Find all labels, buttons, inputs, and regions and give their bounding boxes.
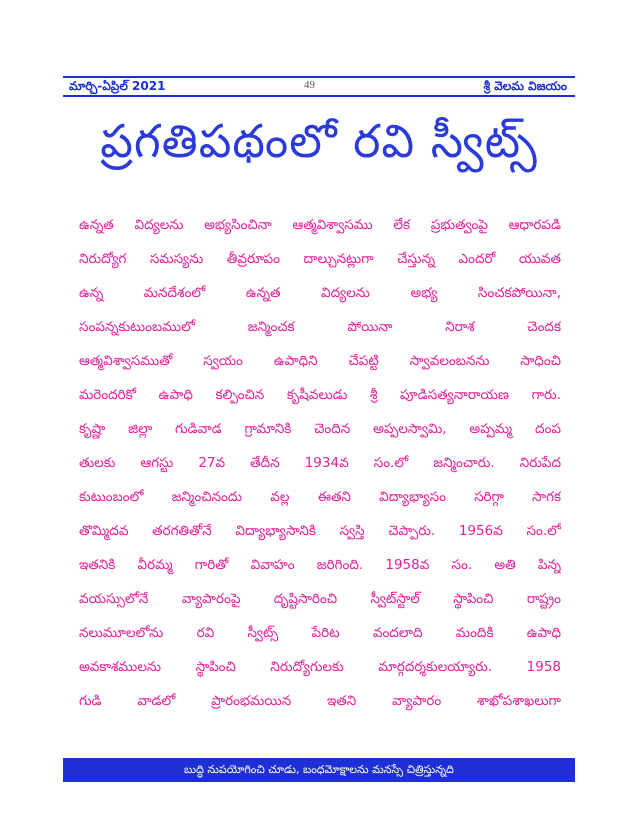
- article-line: కృష్ణా జిల్లా గుడివాడ గ్రామానికి చెందిన అప్పలస్వామి, అప్పమ్మ దంప: [79, 421, 561, 437]
- article-line: ఇతనికి వీరమ్మ గారితో వివాహం జరిగింది. 1958వ సం. అతి పిన్న: [79, 557, 561, 573]
- issue-date: మార్చి-ఏప్రిల్ 2021: [69, 79, 166, 93]
- article-line: మరెందరికో ఉపాధి కల్పించిన కృషీవలుడు శ్రీ పూడిసత్యనారాయణ గారు.: [79, 387, 561, 403]
- page-footer: [63, 758, 575, 782]
- page-number: 49: [304, 79, 315, 91]
- article-line: గుడి వాడలో ప్రారంభమయిన ఇతని వ్యాపారం శాఖోపశాఖలుగా: [79, 693, 561, 709]
- footer-motto: బుద్ధి నుపయోగించి చూడు, బంధమోక్షాలను మనస్సే చిత్రిస్తున్నది: [184, 763, 454, 776]
- article-title: ప్రగతిపథంలో రవి స్వీట్స్: [100, 114, 538, 168]
- magazine-page: [63, 76, 575, 782]
- article-line: తులకు ఆగస్టు 27వ తేదీన 1934వ సం.లో జన్మించారు. నిరుపేద: [79, 455, 561, 471]
- article-line: ఉన్న మనదేశంలో ఉన్నత విద్యలను అభ్య సించకపోయినా,: [79, 285, 561, 301]
- article-line: నిరుద్యోగ సమస్యను తీవ్రరూపం దాల్చునట్లుగా చేస్తున్న ఎందరో యువత: [79, 251, 561, 267]
- article-line: అవకాశములను స్థాపించి నిరుద్యోగులకు మార్గదర్శకులయ్యారు. 1958: [79, 659, 561, 675]
- article-line: కుటుంబంలో జన్మించినందు వల్ల ఈతని విద్యాభ్యాసం సరిగ్గా సాగక: [79, 489, 561, 505]
- article-line: ఆత్మవిశ్వాసముతో స్వయం ఉపాధిని చేపట్టి స్వావలంబనను సాధించి: [79, 353, 561, 369]
- article-line: తొమ్మిదవ తరగతితోనే విద్యాభ్యాసానికి స్వస్తి చెప్పారు. 1956వ సం.లో: [79, 523, 561, 539]
- article-line: నలుమూలలోను రవి స్వీట్స్ పేరిట వందలాది మందికి ఉపాధి: [79, 625, 561, 641]
- page-header: [63, 76, 575, 97]
- article-line: వయస్సులోనే వ్యాపారంపై దృష్టిసారించి స్వీట్‌స్టాల్ స్థాపించి రాష్ట్రం: [79, 591, 561, 607]
- article-line: ఉన్నత విద్యలను అభ్యసించినా ఆత్మవిశ్వాసము లేక ప్రభుత్వంపై ఆధారపడి: [79, 217, 561, 233]
- article-line: సంపన్నకుటుంబములో జన్మించక పోయినా నిరాశ చెందక: [79, 319, 561, 335]
- magazine-name: శ్రీ వెలమ విజయం: [483, 79, 567, 93]
- article-body: [79, 208, 561, 748]
